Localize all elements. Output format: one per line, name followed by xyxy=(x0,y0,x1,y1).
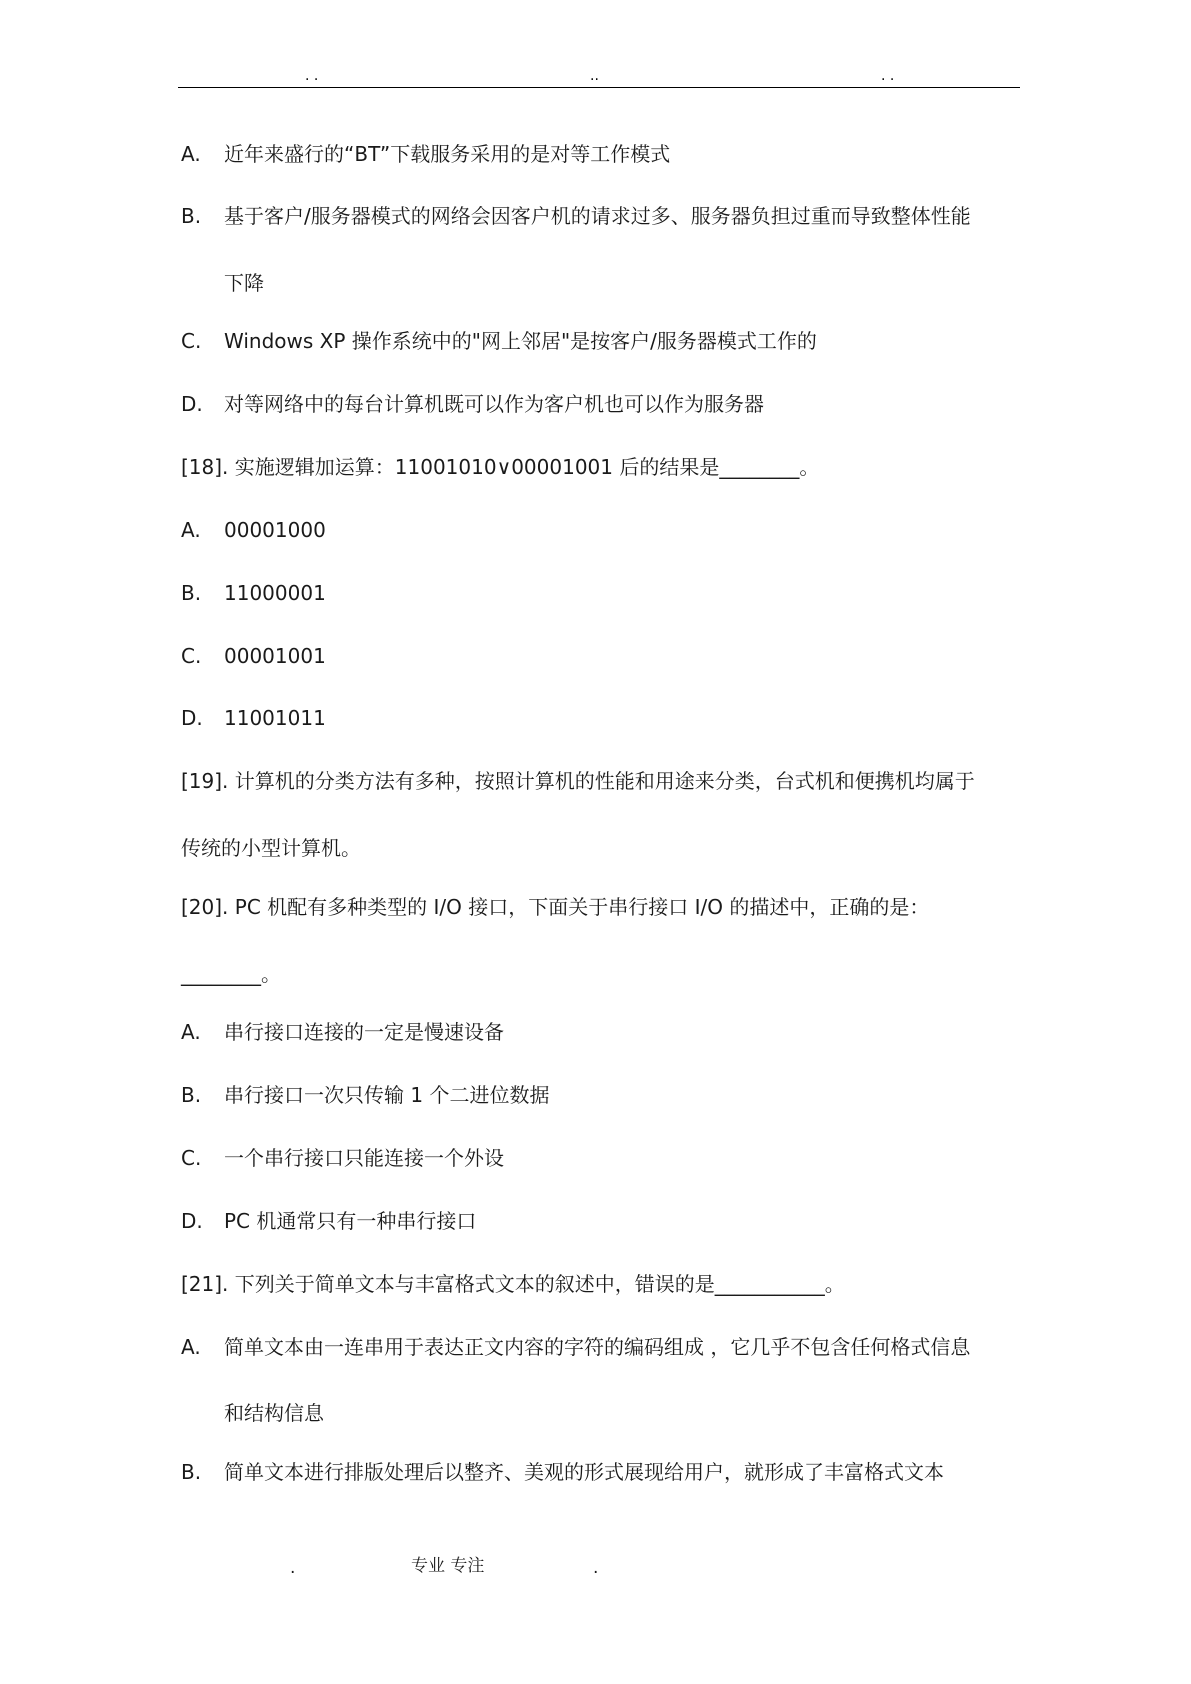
option-text: 11001011 xyxy=(224,706,326,730)
option-letter: D. xyxy=(181,392,203,416)
option-text: Windows XP 操作系统中的"网上邻居"是按客户/服务器模式工作的 xyxy=(224,329,817,353)
question-stem-20-continuation: ________。 xyxy=(181,962,281,986)
option-text-continuation: 下降 xyxy=(224,271,264,295)
header-dots-left: . . xyxy=(305,68,319,84)
option-letter: A. xyxy=(181,142,201,166)
option-text-continuation: 和结构信息 xyxy=(224,1401,324,1425)
footer-dot-right: . xyxy=(593,1558,599,1578)
header-rule xyxy=(178,87,1020,88)
option-text: 11000001 xyxy=(224,581,326,605)
header-dots-center: .. xyxy=(590,68,599,84)
option-text: 近年来盛行的“BT”下载服务采用的是对等工作模式 xyxy=(224,142,671,166)
option-text: 基于客户/服务器模式的网络会因客户机的请求过多、服务器负担过重而导致整体性能 xyxy=(224,204,971,228)
option-text: 串行接口连接的一定是慢速设备 xyxy=(224,1020,504,1044)
option-text: PC 机通常只有一种串行接口 xyxy=(224,1209,477,1233)
option-letter: A. xyxy=(181,518,201,542)
question-stem-18: [18]. 实施逻辑加运算：11001010∨00001001 后的结果是________。 xyxy=(181,455,820,479)
option-letter: D. xyxy=(181,706,203,730)
option-text: 串行接口一次只传输 1 个二进位数据 xyxy=(224,1083,550,1107)
option-letter: B. xyxy=(181,1083,202,1107)
option-text: 00001001 xyxy=(224,644,326,668)
option-text: 00001000 xyxy=(224,518,326,542)
option-text: 对等网络中的每台计算机既可以作为客户机也可以作为服务器 xyxy=(224,392,764,416)
option-text: 一个串行接口只能连接一个外设 xyxy=(224,1146,504,1170)
option-letter: C. xyxy=(181,329,202,353)
question-stem-20: [20]. PC 机配有多种类型的 I/O 接口，下面关于串行接口 I/O 的描述中，正确的是： xyxy=(181,895,930,919)
option-letter: B. xyxy=(181,1460,202,1484)
option-letter: A. xyxy=(181,1335,201,1359)
option-text: 简单文本进行排版处理后以整齐、美观的形式展现给用户，就形成了丰富格式文本 xyxy=(224,1460,944,1484)
option-text: 简单文本由一连串用于表达正文内容的字符的编码组成 ，它几乎不包含任何格式信息 xyxy=(224,1335,971,1359)
footer-dot-left: . xyxy=(290,1558,296,1578)
question-stem-19: [19]. 计算机的分类方法有多种，按照计算机的性能和用途来分类，台式机和便携机均属于 xyxy=(181,769,975,793)
footer-text: 专业 专注 xyxy=(411,1556,485,1576)
option-letter: B. xyxy=(181,581,202,605)
question-stem-19-continuation: 传统的小型计算机。 xyxy=(181,836,361,860)
option-letter: C. xyxy=(181,1146,202,1170)
option-letter: B. xyxy=(181,204,202,228)
option-letter: C. xyxy=(181,644,202,668)
option-letter: A. xyxy=(181,1020,201,1044)
question-stem-21: [21]. 下列关于简单文本与丰富格式文本的叙述中，错误的是___________。 xyxy=(181,1272,845,1296)
option-letter: D. xyxy=(181,1209,203,1233)
header-dots-right: . . xyxy=(881,68,895,84)
